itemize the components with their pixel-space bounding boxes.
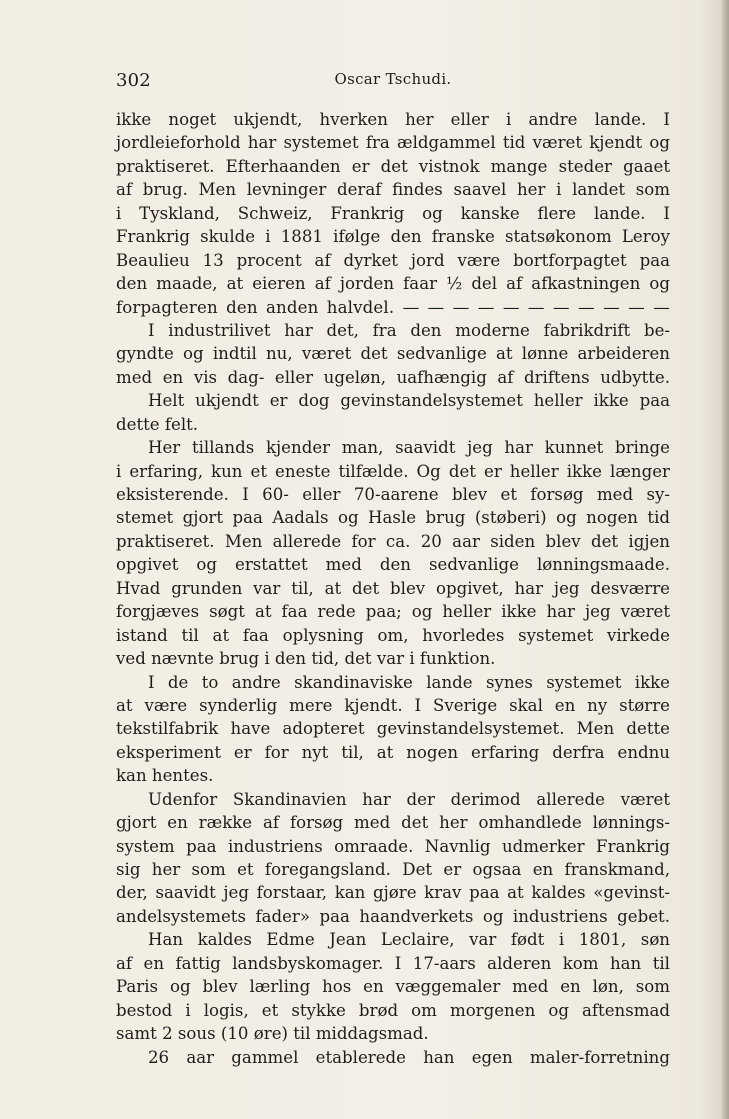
text-line: 26 aar gammel etablerede han egen maler-forretning bbox=[148, 1047, 670, 1067]
text-line: opgivet og erstattet med den sedvanlige lønningsmaade. bbox=[116, 555, 670, 575]
text-line: tekstilfabrik have adopteret gevinstandelsystemet. Men dette bbox=[116, 719, 670, 739]
text-line: at være synderlig mere kjendt. I Sverige skal en ny større bbox=[116, 695, 670, 715]
text-line: I de to andre skandinaviske lande synes systemet ikke bbox=[148, 672, 670, 692]
text-line: system paa industriens omraade. Navnlig udmerker Frankrig bbox=[116, 836, 670, 856]
text-line: praktiseret. Men allerede for ca. 20 aar siden blev det igjen bbox=[116, 531, 670, 551]
text-line: stemet gjort paa Aadals og Hasle brug (støberi) og nogen tid bbox=[116, 508, 670, 528]
text-line: Hvad grunden var til, at det blev opgivet, har jeg desværre bbox=[116, 578, 670, 598]
text-line: Paris og blev lærling hos en væggemaler med en løn, som bbox=[116, 977, 670, 997]
text-line: Udenfor Skandinavien har der derimod allerede været bbox=[148, 789, 670, 809]
text-line: praktiseret. Efterhaanden er det vistnok mange steder gaaet bbox=[116, 156, 670, 176]
text-line: med en vis dag- eller ugeløn, uafhængig af driftens udbytte. bbox=[116, 367, 670, 387]
text-line: Beaulieu 13 procent af dyrket jord være bortforpagtet paa bbox=[116, 250, 670, 270]
text-line: af brug. Men levninger deraf findes saavel her i landet som bbox=[116, 180, 670, 200]
text-line: Helt ukjendt er dog gevinstandelsystemet heller ikke paa bbox=[148, 391, 670, 411]
text-line: bestod i logis, et stykke brød om morgenen og aftensmad bbox=[116, 1000, 670, 1020]
text-line: forgjæves søgt at faa rede paa; og heller ikke har jeg været bbox=[116, 602, 670, 622]
text-line: gjort en række af forsøg med det her omhandlede lønnings- bbox=[116, 813, 670, 833]
page-header bbox=[116, 70, 670, 94]
text-line: kan hentes. bbox=[116, 766, 214, 786]
text-line: samt 2 sous (10 øre) til middagsmad. bbox=[116, 1024, 429, 1044]
text-line: den maade, at eieren af jorden faar ½ del af afkastningen og bbox=[116, 274, 670, 294]
body-text bbox=[116, 108, 670, 1069]
text-line: andelsystemets fader» paa haandverkets og industriens gebet. bbox=[116, 906, 670, 926]
text-line: I industrilivet har det, fra den moderne fabrikdrift be- bbox=[148, 320, 670, 340]
text-line: ved nævnte brug i den tid, det var i funktion. bbox=[116, 649, 496, 669]
text-line: sig her som et foregangsland. Det er ogsaa en franskmand, bbox=[116, 860, 670, 879]
text-line: der, saavidt jeg forstaar, kan gjøre krav paa at kaldes «gevinst- bbox=[116, 883, 670, 903]
text-line: Han kaldes Edme Jean Leclaire, var født i 1801, søn bbox=[148, 930, 670, 950]
text-line: Frankrig skulde i 1881 ifølge den franske statsøkonom Leroy bbox=[116, 227, 670, 247]
text-line: istand til at faa oplysning om, hvorledes systemet virkede bbox=[116, 625, 670, 645]
page-number: 302 bbox=[116, 70, 151, 91]
running-head: Oscar Tschudi. bbox=[334, 70, 452, 88]
page-edge bbox=[721, 0, 729, 1119]
text-line: forpagteren den anden halvdel. — — — — — — — — — — — bbox=[116, 297, 670, 317]
text-line: jordleieforhold har systemet fra ældgammel tid været kjendt og bbox=[116, 133, 670, 153]
text-line: eksperiment er for nyt til, at nogen erfaring derfra endnu bbox=[116, 742, 670, 762]
text-line: ikke noget ukjendt, hverken her eller i andre lande. I bbox=[116, 110, 670, 129]
text-line: dette felt. bbox=[116, 414, 199, 434]
text-line: i Tyskland, Schweiz, Frankrig og kanske flere lande. I bbox=[116, 203, 670, 223]
text-line: eksisterende. I 60- eller 70-aarene blev et forsøg med sy- bbox=[116, 485, 670, 504]
text-line: gyndte og indtil nu, været det sedvanlige at lønne arbeideren bbox=[116, 344, 670, 364]
text-line: i erfaring, kun et eneste tilfælde. Og det er heller ikke længer bbox=[116, 461, 670, 481]
text-line: af en fattig landsbyskomager. I 17-aars alderen kom han til bbox=[116, 953, 670, 973]
text-line: Her tillands kjender man, saavidt jeg har kunnet bringe bbox=[148, 438, 670, 458]
